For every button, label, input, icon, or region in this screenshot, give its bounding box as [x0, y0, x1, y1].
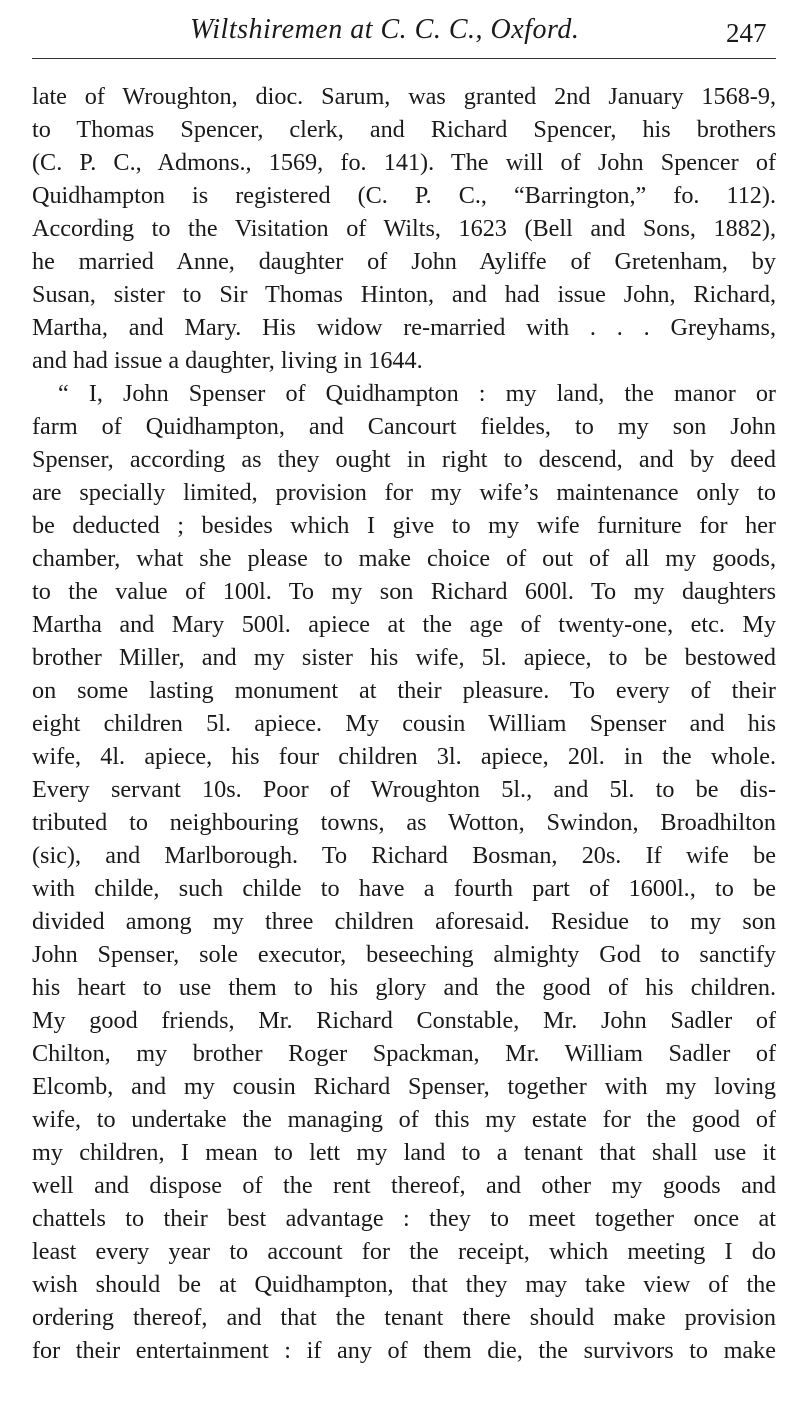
body-text: [32, 80, 776, 1367]
text-line: to the value of 100l. To my son Richard 600l. To my daughters: [32, 578, 776, 605]
text-line: Quidhampton is registered (C. P. C., “Barrington,” fo. 112).: [32, 182, 776, 209]
text-line: tributed to neighbouring towns, as Wotton, Swindon, Broadhilton: [32, 809, 776, 836]
text-line: chamber, what she please to make choice of out of all my goods,: [32, 545, 776, 572]
text-line: chattels to their best advantage : they to meet together once at: [32, 1205, 776, 1232]
text-line: Every servant 10s. Poor of Wroughton 5l., and 5l. to be dis-: [32, 776, 776, 803]
text-line: with childe, such childe to have a fourth part of 1600l., to be: [32, 875, 776, 902]
text-line: (C. P. C., Admons., 1569, fo. 141). The will of John Spencer of: [32, 149, 776, 176]
text-line: eight children 5l. apiece. My cousin William Spenser and his: [32, 710, 776, 737]
text-line: Martha and Mary 500l. apiece at the age of twenty-one, etc. My: [32, 611, 776, 638]
text-line: brother Miller, and my sister his wife, 5l. apiece, to be bestowed: [32, 644, 776, 671]
page-number: 247: [726, 18, 767, 48]
running-head: [0, 10, 800, 54]
text-line: Martha, and Mary. His widow re-married with . . . Greyhams,: [32, 314, 776, 341]
text-line: (sic), and Marlborough. To Richard Bosman, 20s. If wife be: [32, 842, 776, 869]
text-line: he married Anne, daughter of John Ayliffe of Gretenham, by: [32, 248, 776, 275]
text-line: farm of Quidhampton, and Cancourt fieldes, to my son John: [32, 413, 776, 440]
text-line: least every year to account for the receipt, which meeting I do: [32, 1238, 776, 1265]
text-line: well and dispose of the rent thereof, and other my goods and: [32, 1172, 776, 1199]
text-line: wife, 4l. apiece, his four children 3l. apiece, 20l. in the whole.: [32, 743, 776, 770]
text-line: “ I, John Spenser of Quidhampton : my land, the manor or: [58, 380, 776, 407]
text-line: my children, I mean to lett my land to a tenant that shall use it: [32, 1139, 776, 1166]
text-line: his heart to use them to his glory and the good of his children.: [32, 974, 776, 1001]
text-line: My good friends, Mr. Richard Constable, Mr. John Sadler of: [32, 1007, 776, 1034]
text-line: to Thomas Spencer, clerk, and Richard Spencer, his brothers: [32, 116, 776, 143]
text-line: According to the Visitation of Wilts, 1623 (Bell and Sons, 1882),: [32, 215, 776, 242]
text-line: wife, to undertake the managing of this my estate for the good of: [32, 1106, 776, 1133]
text-line: on some lasting monument at their pleasure. To every of their: [32, 677, 776, 704]
text-line: wish should be at Quidhampton, that they may take view of the: [32, 1271, 776, 1298]
text-line: Chilton, my brother Roger Spackman, Mr. William Sadler of: [32, 1040, 776, 1067]
text-line: be deducted ; besides which I give to my wife furniture for her: [32, 512, 776, 539]
text-line: John Spenser, sole executor, beseeching almighty God to sanctify: [32, 941, 776, 968]
text-line: late of Wroughton, dioc. Sarum, was granted 2nd January 1568-9,: [32, 83, 776, 110]
text-line: are specially limited, provision for my wife’s maintenance only to: [32, 479, 776, 506]
text-line: for their entertainment : if any of them die, the survivors to make: [32, 1337, 776, 1364]
text-line: Susan, sister to Sir Thomas Hinton, and had issue John, Richard,: [32, 281, 776, 308]
running-title: Wiltshiremen at C. C. C., Oxford.: [190, 14, 580, 45]
text-line: Spenser, according as they ought in right to descend, and by deed: [32, 446, 776, 473]
text-line: divided among my three children aforesaid. Residue to my son: [32, 908, 776, 935]
text-line: and had issue a daughter, living in 1644.: [32, 347, 423, 374]
text-line: Elcomb, and my cousin Richard Spenser, together with my loving: [32, 1073, 776, 1100]
header-rule: [32, 58, 776, 59]
text-line: ordering thereof, and that the tenant there should make provision: [32, 1304, 776, 1331]
